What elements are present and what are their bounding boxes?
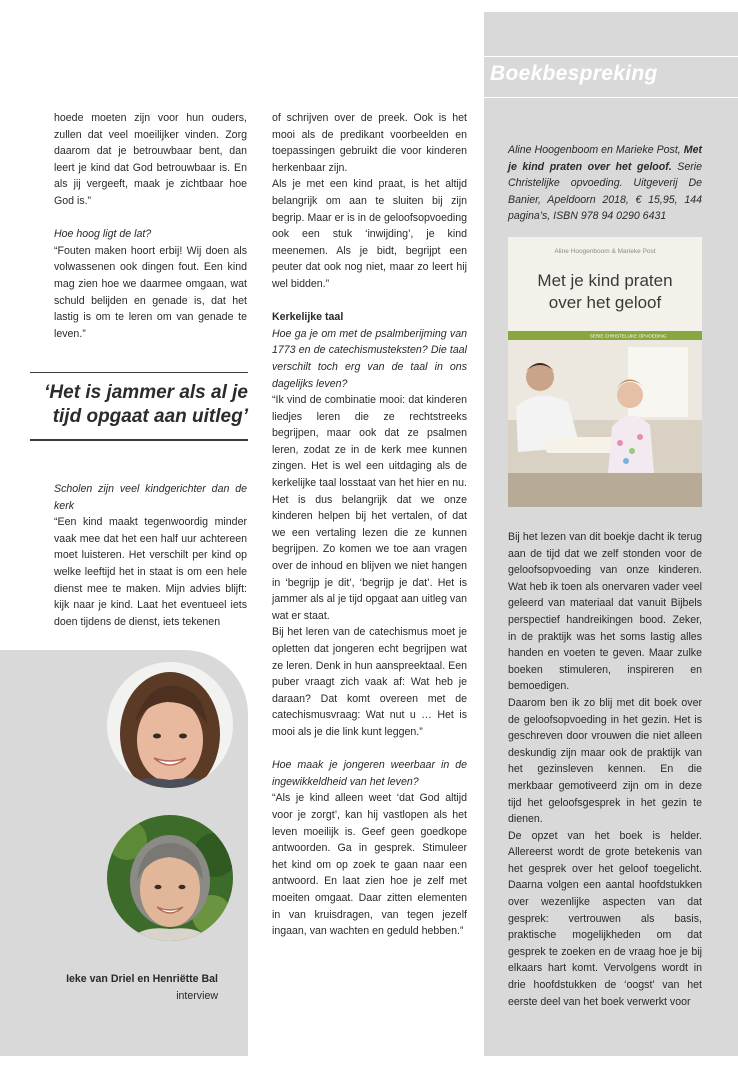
book-title: Met je kind praten over het geloof.: [508, 144, 702, 173]
paragraph: “Fouten maken hoort erbij! Wij doen als volwassenen ook dingen fout. Een kind mag zien hoe we daarmee omgaan, wat schuld belijden en genade is, dat het lastig is om te leren om van genade te leven.”: [54, 244, 247, 340]
paragraph: hoede moeten zijn voor hun ouders, zullen dat veel moeilijker vinden. Zorg daarom dat je betrouwbaar bent, dan leert je kind dat God betrouwbaar is. En als jij vergeeft, maak je zichtbaar hoe God is.”: [54, 112, 247, 207]
paragraph: “Als je kind alleen weet ‘dat God altijd voor je zorgt’, kan hij vastlopen als het leven moeilijk is. Geef geen goedkope antwoorden. Ga in gesprek. Stimuleer het kind om op zoek te gaan naar een antwoord. En laat zien hoe je zelf met moeiten omgaat. Daar zitten elementen in van kruisdragen, van tegen jezelf ingaan, van wachten en geduld hebben.”: [272, 792, 467, 938]
middle-column: [272, 110, 467, 940]
book-authors: Aline Hoogenboom en Marieke Post,: [508, 144, 681, 156]
book-details: Serie Christelijke opvoeding. Uitgeverij De Banier, Apeldoorn 2018, € 15,95, 144 pagina’s, ISBN 978 94 0290 6431: [508, 160, 702, 223]
paragraph: Bij het leren van de catechismus moet je opletten dat jongeren echt begrijpen wat ze leren. Denk in hun aanspreektaal. Een puber vraagt zich vaak af: Wat heb je daraan? Dat komt overeen met de catechismusvraag: Wat nut u … Het is mooi als je die link kunt leggen.”: [272, 626, 467, 738]
quote-rule-bottom: [30, 439, 248, 440]
book-info: [508, 142, 702, 225]
portrait-photo-2: [107, 815, 233, 941]
cover-authors: Aline Hoogenboom & Marieke Post: [554, 248, 656, 255]
left-column-lower: [54, 481, 247, 630]
portrait-photo-1: [107, 662, 233, 788]
cover-series: SERIE CHRISTELIJKE OPVOEDING: [589, 333, 667, 339]
paragraph: “Ik vind de combinatie mooi: dat kinderen liedjes leren die ze rechtstreeks begrijpen, maar ook dat ze psalmen leren, zodat ze in de kerk mee kunnen zingen. Het is wel een uitdaging als de kerkelijke taal losstaat van het hier en nu. Het is dus belangrijk dat we onze kinderen helpen bij het vertalen, of dat we een vertaling lezen die ze kunnen begrijpen. Zo komen we toe aan vragen over de inhoud en blijven we niet hangen in ‘begrijp je dit’, ‘begrijp je dat’. Het is jammer als al je tijd opgaat aan uitleg van wat er staat.: [272, 394, 467, 622]
cover-title-line-2: over het geloof: [548, 293, 662, 312]
subheading-question: Hoe hoog ligt de lat?: [54, 228, 152, 241]
author-names: Ieke van Driel en Henriëtte Bal: [66, 973, 218, 985]
sidebar-header: [484, 56, 738, 98]
interview-credit: [40, 971, 218, 1004]
subheading-question: Scholen zijn veel kindgerichter dan de kerk: [54, 483, 247, 512]
paragraph: Daarom ben ik zo blij met dit boek over de geloofsopvoeding in het gezin. Het is geschreven door vrouwen die niet alleen deskundig zijn maar ook de praktijk van het gezinsleven kennen. En die merkbaar gemotiveerd zijn om in deze tijd het geloofsgesprek in het gezin te dienen.: [508, 696, 702, 826]
pull-quote-text: ‘Het is jammer als al je tijd opgaat aan uitleg’: [44, 382, 248, 428]
credit-label: interview: [176, 989, 218, 1002]
subheading-question: Hoe maak je jongeren weerbaar in de ingewikkeldheid van het leven?: [272, 759, 467, 788]
pull-quote: [30, 372, 248, 441]
book-cover-image: [508, 237, 702, 507]
paragraph: of schrijven over de preek. Ook is het mooi als de predikant voorbeelden en toepassingen gebruikt die voor kinderen herkenbaar zijn.: [272, 112, 467, 174]
left-column: [54, 110, 247, 342]
paragraph: De opzet van het boek is helder. Allereerst wordt de grote betekenis van het gesprek over het geloof toegelicht. Daarna volgen een aantal hoofdstukken over wezenlijke aspecten van dat gesprek: vertrouwen als basis, praktische mogelijkheden om dat gesprek te zoeken en de vraag hoe je bij elkaars hart komt. Vervolgens wordt in drie hoofdstukken de ‘oogst’ van het eerste deel van het boek verwerkt voor: [508, 829, 702, 1008]
cover-title-line-1: Met je kind praten: [537, 271, 673, 290]
section-heading: Kerkelijke taal: [272, 311, 344, 324]
paragraph: “Een kind maakt tegenwoordig minder vaak mee dat het een half uur achtereen moet luisteren. Het verschilt per kind op welke leeftijd het in staat is om een hele dienst mee te maken. Mijn advies blijft: kijk naar je kind. Laat het eventueel iets doen tijdens de dienst, iets tekenen: [54, 516, 247, 628]
review-column: [508, 529, 702, 1010]
paragraph: Bij het lezen van dit boekje dacht ik terug aan de tijd dat we zelf stonden voor de geloofsopvoeding van onze kinderen. Wat heb ik toen als onervaren vader veel geleerd van materiaal dat vanuit Bijbels perspectief handreikingen bood. Zeker, in de praktijk was het soms lastig alles handen en voeten te geven. Maar zulke boeken stimuleren, inspireren en bemoedigen.: [508, 531, 702, 693]
paragraph: Als je met een kind praat, is het altijd belangrijk om aan te sluiten bij zijn begrip. Maar er is in de geloofsopvoeding ook een stuk ‘inwijding’, je kind meenemen. Als je bidt, begrijpt een peuter dat ook nog niet, maar zo leert hij wel bidden.”: [272, 178, 467, 290]
sidebar-title: Boekbespreking: [490, 62, 658, 85]
subheading-question: Hoe ga je om met de psalmberijming van 1773 en de catechismusteksten? Die taal verschilt toch erg van de taal in ons dagelijks leven?: [272, 327, 467, 390]
